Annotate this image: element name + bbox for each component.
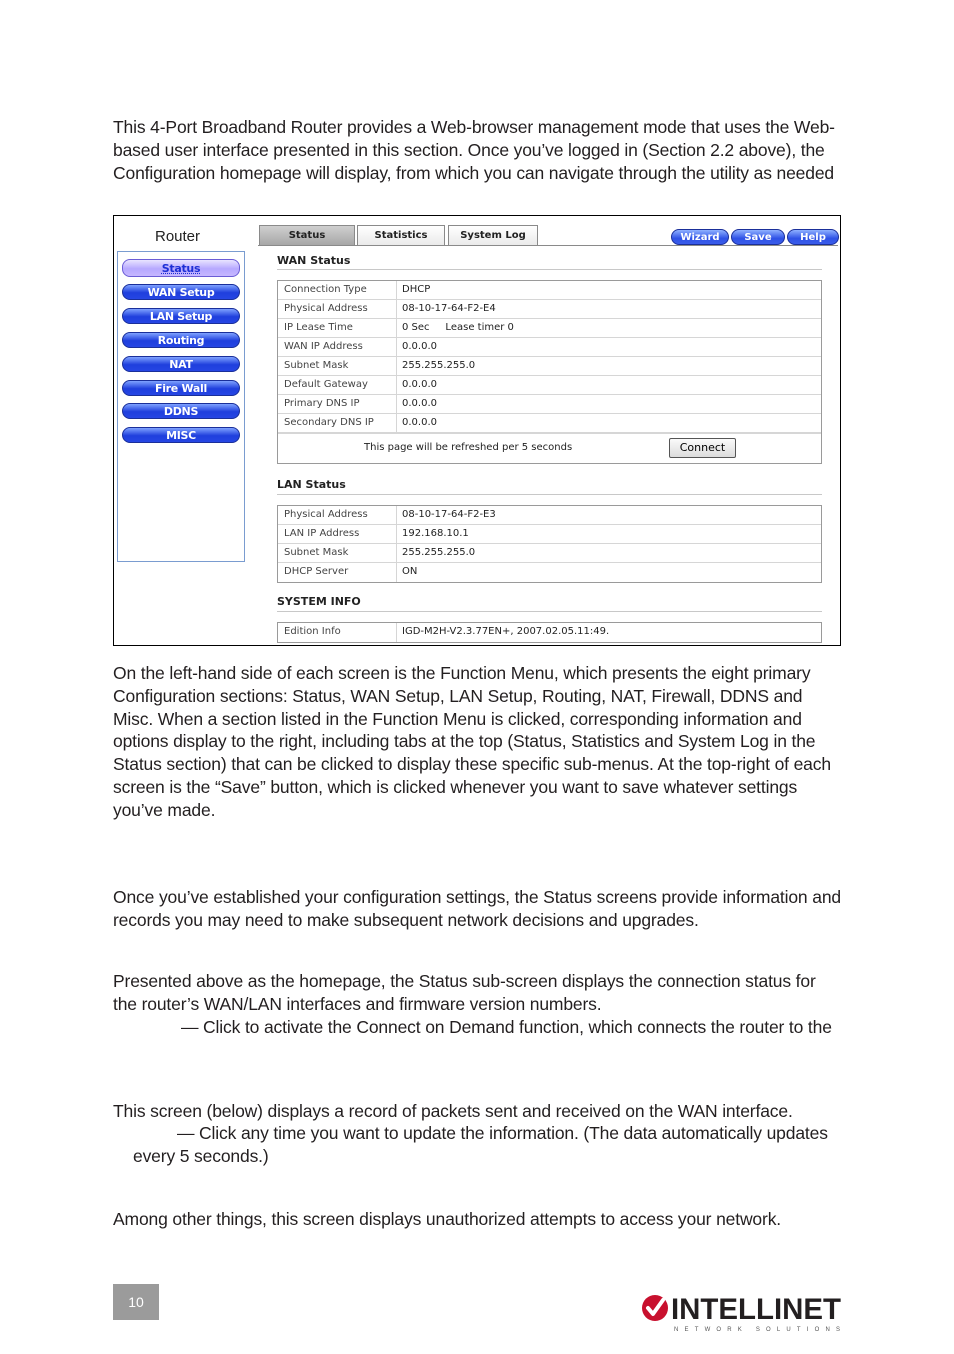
connect-description: — Click to activate the Connect on Demand function, which connects the router to the [181,1017,832,1037]
system-info-title: SYSTEM INFO [277,595,361,608]
function-menu-paragraph: On the left-hand side of each screen is the Function Menu, which presents the eight primary Configuration sections: Status, WAN Setup, LAN Setup, Routing, NAT, Firewall, DDNS and Misc. When a section listed in the Function Menu is clicked, corresponding information and options display to the right, including tabs at the top (Status, Statistics and System Log in the Status section) that can be clicked to display these specific sub-menus. At the top-right of each screen is the “Save” button, which is clicked whenever you want to save whatever settings you’ve made. [113,663,831,820]
menu-status-button[interactable]: Status [122,259,240,277]
tab-divider [258,245,838,246]
table-row: Default Gateway 0.0.0.0 [278,376,821,395]
logo-tagline: NETWORK SOLUTIONS [674,1327,840,1333]
wan-status-table [277,280,822,464]
logo-wordmark: INTELLINET [671,1293,841,1326]
help-button[interactable]: Help [787,229,839,245]
lan-status-title: LAN Status [277,478,346,491]
table-row: Primary DNS IP 0.0.0.0 [278,395,821,414]
page-number: 10 [113,1284,159,1320]
lan-status-table [277,505,822,583]
wizard-button[interactable]: Wizard [671,229,729,245]
tab-system-log[interactable]: System Log [448,225,538,246]
table-row: Edition Info IGD-M2H-V2.3.77EN+, 2007.02.05.11:49. [278,623,821,642]
status-sub-paragraph: Presented above as the homepage, the Status sub-screen displays the connection status for the router’s WAN/LAN interfaces and firmware version numbers. [113,971,816,1014]
table-row: Secondary DNS IP 0.0.0.0 [278,414,821,433]
menu-misc-button[interactable]: MISC [122,427,240,443]
wan-status-title: WAN Status [277,254,351,267]
connect-button[interactable]: Connect [669,438,736,458]
tab-status[interactable]: Status [259,225,355,246]
menu-title: Router [155,228,201,245]
router-ui-screenshot [113,215,841,646]
system-log-paragraph: Among other things, this screen displays unauthorized attempts to access your network. [113,1209,782,1229]
refresh-row [278,433,821,463]
menu-ddns-button[interactable]: DDNS [122,403,240,419]
table-row: Physical Address 08-10-17-64-F2-E4 [278,300,821,319]
table-row: Subnet Mask 255.255.255.0 [278,544,821,563]
table-row: WAN IP Address 0.0.0.0 [278,338,821,357]
system-info-table [277,622,822,643]
menu-routing-button[interactable]: Routing [122,332,240,348]
function-menu [117,251,245,562]
tab-statistics[interactable]: Statistics [357,225,445,246]
menu-firewall-button[interactable]: Fire Wall [122,380,240,396]
table-row: DHCP Server ON [278,563,821,582]
table-row: Connection Type DHCP [278,281,821,300]
statistics-paragraph: This screen (below) displays a record of packets sent and received on the WAN interface. [113,1101,793,1121]
intro-paragraph: This 4-Port Broadband Router provides a Web-browser management mode that uses the Web-based user interface presented in this section. Once you’ve logged in (Section 2.2 above), the Configuration homepage will display, from which you can navigate through the utility as needed [113,117,835,183]
table-row: LAN IP Address 192.168.10.1 [278,525,821,544]
menu-lan-setup-button[interactable]: LAN Setup [122,308,240,324]
table-row: IP Lease Time 0 Sec Lease timer 0 [278,319,821,338]
save-button[interactable]: Save [731,229,785,245]
section-rule [277,611,822,612]
table-row: Physical Address 08-10-17-64-F2-E3 [278,506,821,525]
refresh-description-cont: every 5 seconds.) [133,1146,269,1166]
refresh-note: This page will be refreshed per 5 seconds [364,442,573,453]
refresh-description: — Click any time you want to update the information. (The data automatically updates [177,1123,828,1143]
menu-wan-setup-button[interactable]: WAN Setup [122,284,240,300]
table-row: Subnet Mask 255.255.255.0 [278,357,821,376]
intellinet-logo [640,1288,845,1334]
section-rule [277,494,822,495]
menu-nat-button[interactable]: NAT [122,356,240,372]
status-intro-paragraph: Once you’ve established your configuration settings, the Status screens provide information and records you may need to make subsequent network decisions and upgrades. [113,887,841,930]
section-rule [277,269,822,270]
